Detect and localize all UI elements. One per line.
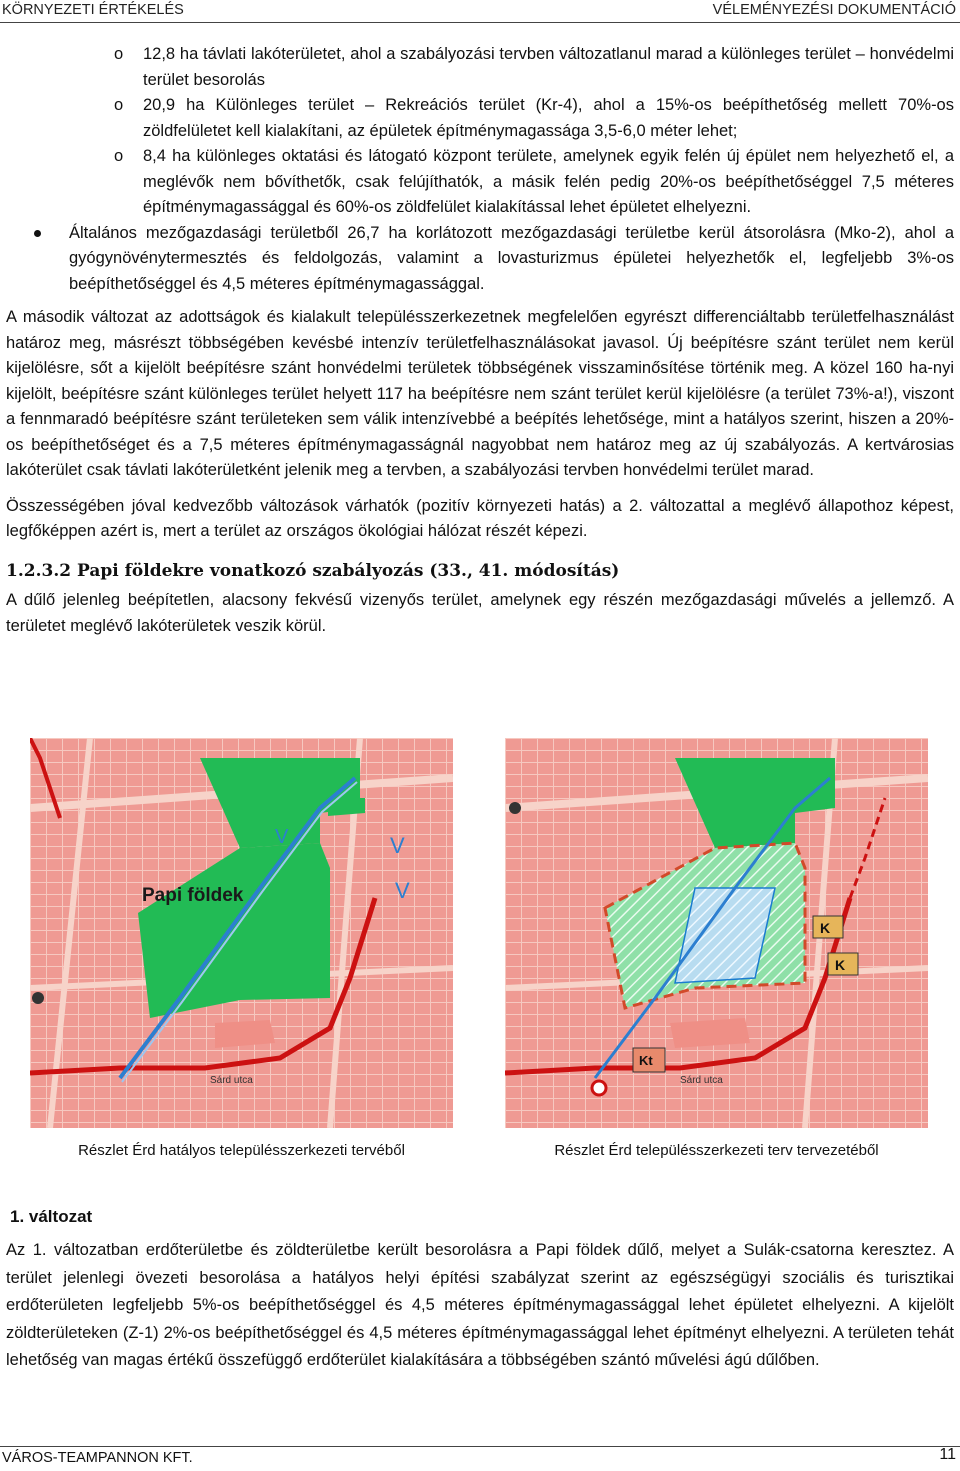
poi-icon <box>592 1081 606 1095</box>
header-divider <box>0 22 960 23</box>
page-number: 11 <box>939 1446 956 1463</box>
paragraph: A dűlő jelenleg beépítetlen, alacsony fekvésű vizenyős terület, amelynek egy részén mezőgazdasági művelés a jellemző. A területet meglévő lakóterületek veszik körül. <box>6 591 954 635</box>
map-draft-svg <box>505 738 928 1128</box>
map-draft-plan <box>505 738 928 1128</box>
street-label: Sárd utca <box>680 1075 723 1086</box>
svg-text:V: V <box>390 833 405 858</box>
svg-text:V: V <box>395 878 410 903</box>
sublist-text: 12,8 ha távlati lakóterületet, ahol a szabályozási tervben változatlanul marad a különleges terület – honvédelmi terület besorolás <box>143 45 954 89</box>
bullet-dot <box>34 230 41 237</box>
sublist-marker: o <box>114 147 124 165</box>
svg-text:V: V <box>275 826 289 848</box>
bullet-text: Általános mezőgazdasági területből 26,7 ha korlátozott mezőgazdasági területbe kerül átsorolásra (Mko-2), ahol a gyógynövénytermesztés és feldolgozás, valamint a lovasturizmus épületei helyezhetők el, legfeljebb 3%-os beépíthetőséggel és 4,5 méteres építménymagassággal. <box>69 223 954 293</box>
section-heading: 1.2.3.2 Papi földekre vonatkozó szabályozás (33., 41. módosítás) <box>6 560 620 581</box>
header-right: VÉLEMÉNYEZÉSI DOKUMENTÁCIÓ <box>712 2 956 18</box>
poi-icon <box>509 802 521 814</box>
zone-badge-k: K <box>835 957 846 973</box>
sublist-marker: o <box>114 96 124 114</box>
header-left: KÖRNYEZETI ÉRTÉKELÉS <box>2 2 184 18</box>
street-label: Sárd utca <box>210 1075 253 1086</box>
footer-divider <box>0 1446 960 1447</box>
sublist-text: 8,4 ha különleges oktatási és látogató központ területe, amelynek egyik felén új épület nem helyezhető el, a meglévők nem bővíthetők, csak felújíthatók, a másik felén pedig 20%-os beépíthetőséggel 7,5 méteres építménymagassággal és 60%-os zöldfelület kialakítással lehet épületet elhelyezni. <box>143 147 954 216</box>
section-paragraph: Az 1. változatban erdőterületbe és zöldterületbe került besorolásra a Papi földek dűlő, melyet a Sulák-csatorna keresztez. A terület jelenlegi övezeti besorolása a hatályos helyi építési szabályzat szerint az egészségügyi szociális és turisztikai erdőterületen legfeljebb 5%-os beépíthetőséggel és 4,5 méteres építménymagassággal lehet épületet elhelyezni. A kijelölt zöldterületeken (Z-1) 2%-os beépíthetőséggel és 4,5 méteres építménymagassággal lehet építményt elhelyezni. A területen tehát lehetőség van magas értékű összefüggő erdőterület kialakítására a többségében szántó művelési ágú dűlőben. <box>6 1241 954 1369</box>
page-header <box>0 0 960 22</box>
paragraph: A második változat az adottságok és kialakult településszerkezetnek megfelelően egyrészt differenciáltabb területfelhasználást határoz meg, másrészt többségében kevésbé intenzív területfelhasználásokat javasol. Új beépítésre szánt terület nem kerül kijelölésre, sőt a kijelölt beépítésre szánt honvédelmi területek többségének visszaminősítése történik meg. A közel 160 ha-nyi kijelölt, beépítésre szánt különleges terület helyett 117 ha beépítésre nem szánt terület kerül kijelölésre (a terület 73%-a!), viszont a fennmaradó beépítésre szánt területeken sem válik intenzívebbé a beépítés lehetősége, mint a hatályos szerint, hiszen a 20%-os beépíthetőséget és a 7,5 méteres építménymagasságnál nagyobbat nem határoz meg az új szabályozás. A kertvárosias lakóterület csak távlati lakóterületként jelenik meg a tervben, a szabályozási tervben honvédelmi terület marad. <box>6 308 954 479</box>
map-figures <box>30 738 930 1128</box>
map-current-plan <box>30 738 453 1128</box>
bullet-item <box>6 221 954 298</box>
zone-badge-k: K <box>820 920 831 936</box>
footer-company: VÁROS-TEAMPANNON KFT. <box>2 1450 193 1466</box>
map-current-svg <box>30 738 453 1128</box>
sublist-item <box>6 93 954 144</box>
map-caption-left: Részlet Érd hatályos településszerkezeti tervéből <box>78 1142 405 1159</box>
sublist-item <box>6 42 954 93</box>
paragraph: Összességében jóval kedvezőbb változások várhatók (pozitív környezeti hatás) a 2. változattal a meglévő állapothoz képest, legfőképpen azért is, mert a terület az országos ökológiai hálózat részét képezi. <box>6 496 954 540</box>
poi-icon <box>32 992 44 1004</box>
body-text <box>6 42 954 639</box>
map-caption-right: Részlet Érd településszerkezeti terv tervezetéből <box>554 1142 879 1159</box>
sublist-marker: o <box>114 45 124 63</box>
sublist-text: 20,9 ha Különleges terület – Rekreációs terület (Kr-4), ahol a 15%-os beépíthetőség mellett 70%-os zöldfelületet kell kialakítani, az épületek építménymagassága 3,5-6,0 méter lehet; <box>143 96 954 140</box>
zone-badge-kt: Kt <box>639 1053 653 1068</box>
section-title: 1. változat <box>10 1207 93 1226</box>
map-place-label: Papi földek <box>142 885 244 906</box>
sublist-item <box>6 144 954 221</box>
